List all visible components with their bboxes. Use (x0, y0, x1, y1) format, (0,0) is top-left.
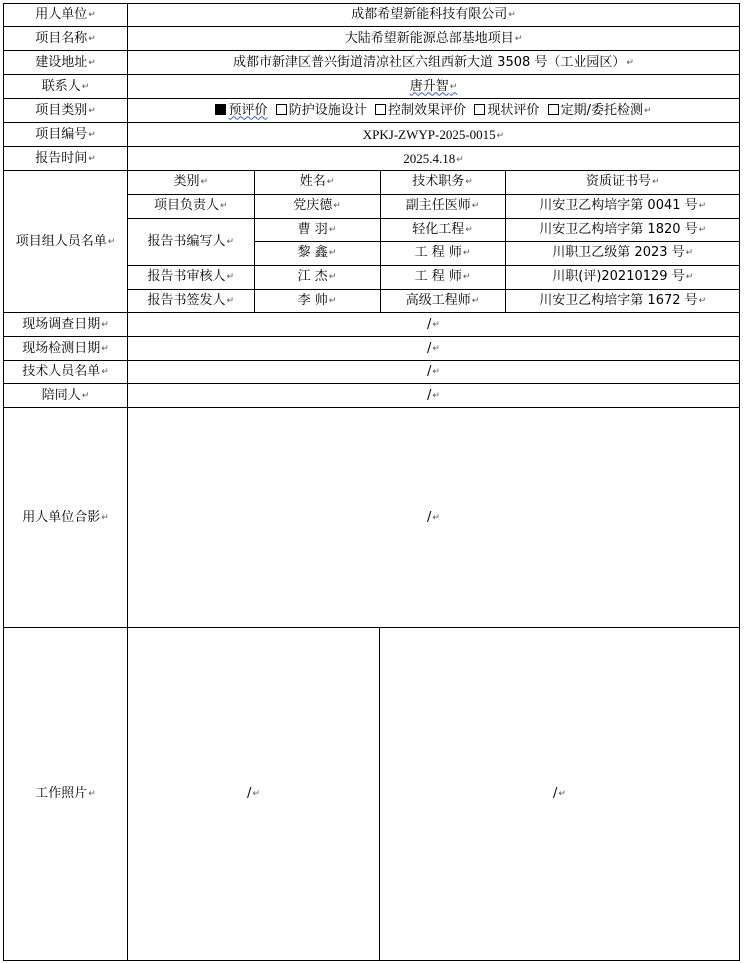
team-header-cert: 资质证书号 ↵ (505, 171, 740, 194)
checkbox-icon (215, 104, 226, 115)
checkbox-icon (375, 104, 386, 115)
checkbox-icon (474, 104, 485, 115)
team-header-name: 姓名 ↵ (254, 171, 380, 194)
team-row-name: 黎 鑫 ↵ (254, 241, 380, 265)
group-photo-area: / ↵ (128, 408, 740, 628)
label-report-time: 报告时间 ↵ (4, 147, 128, 171)
label-address: 建设地址 ↵ (4, 51, 128, 75)
option-pre-evaluation[interactable]: 预评价 (215, 103, 267, 118)
value-survey-date: / ↵ (128, 313, 740, 337)
option-protective-design[interactable]: 防护设施设计 (276, 103, 367, 118)
team-row-cert: 川安卫乙构培字第 1672 号 ↵ (505, 289, 740, 312)
work-photo-left: / ↵ (128, 628, 380, 961)
team-header-category: 类别 ↵ (128, 171, 254, 194)
team-row-cert: 川安卫乙构培字第 0041 号 ↵ (505, 194, 740, 218)
checkbox-icon (548, 104, 559, 115)
team-row-title: 工 程 师 ↵ (380, 265, 505, 289)
team-row-cert: 川安卫乙构培字第 1820 号 ↵ (505, 218, 740, 241)
team-table (128, 171, 740, 312)
label-survey-date: 现场调查日期 ↵ (4, 313, 128, 337)
value-contact: 唐升智 ↵ (128, 75, 740, 99)
value-tech-staff: / ↵ (128, 361, 740, 384)
option-periodic-testing[interactable]: 定期/委托检测 ↵ (548, 103, 652, 118)
value-project-no: XPKJ-ZWYP-2025-0015 ↵ (128, 123, 740, 147)
team-row-name: 党庆德 ↵ (254, 194, 380, 218)
team-row-name: 曹 羽 ↵ (254, 218, 380, 241)
label-tech-staff: 技术人员名单 ↵ (4, 361, 128, 384)
label-project-no: 项目编号 ↵ (4, 123, 128, 147)
label-companion: 陪同人 ↵ (4, 384, 128, 408)
report-info-table (3, 3, 740, 961)
team-row-title: 工 程 师 ↵ (380, 241, 505, 265)
value-address: 成都市新津区普兴街道清凉社区六组西新大道 3508 号（工业园区） ↵ (128, 51, 740, 75)
value-report-time: 2025.4.18 ↵ (128, 147, 740, 171)
team-row-title: 轻化工程 ↵ (380, 218, 505, 241)
label-employer: 用人单位 ↵ (4, 4, 128, 27)
team-row-category: 报告书编写人 ↵ (128, 218, 254, 265)
label-project-type: 项目类别 ↵ (4, 99, 128, 123)
team-row-name: 李 帅 ↵ (254, 289, 380, 312)
label-testing-date: 现场检测日期 ↵ (4, 337, 128, 361)
label-team: 项目组人员名单 ↵ (4, 171, 128, 313)
option-control-effect[interactable]: 控制效果评价 (375, 103, 466, 118)
label-work-photos: 工作照片 ↵ (4, 628, 128, 961)
project-type-options (128, 99, 740, 123)
value-project-name: 大陆希望新能源总部基地项目 ↵ (128, 27, 740, 51)
team-cell (128, 171, 740, 313)
team-row-title: 副主任医师 ↵ (380, 194, 505, 218)
team-row-category: 报告书签发人 ↵ (128, 289, 254, 312)
team-row-name: 江 杰 ↵ (254, 265, 380, 289)
label-group-photo: 用人单位合影 ↵ (4, 408, 128, 628)
value-companion: / ↵ (128, 384, 740, 408)
work-photo-right: / ↵ (380, 628, 740, 961)
checkbox-icon (276, 104, 287, 115)
option-current-evaluation[interactable]: 现状评价 (474, 103, 539, 118)
team-row-cert: 川职(评)20210129 号 ↵ (505, 265, 740, 289)
team-header-title: 技术职务 ↵ (380, 171, 505, 194)
label-contact: 联系人 ↵ (4, 75, 128, 99)
team-row-category: 报告书审核人 ↵ (128, 265, 254, 289)
team-row-category: 项目负责人 ↵ (128, 194, 254, 218)
value-testing-date: / ↵ (128, 337, 740, 361)
label-project-name: 项目名称 ↵ (4, 27, 128, 51)
value-employer: 成都希望新能科技有限公司 ↵ (128, 4, 740, 27)
team-row-title: 高级工程师 ↵ (380, 289, 505, 312)
team-row-cert: 川职卫乙级第 2023 号 ↵ (505, 241, 740, 265)
